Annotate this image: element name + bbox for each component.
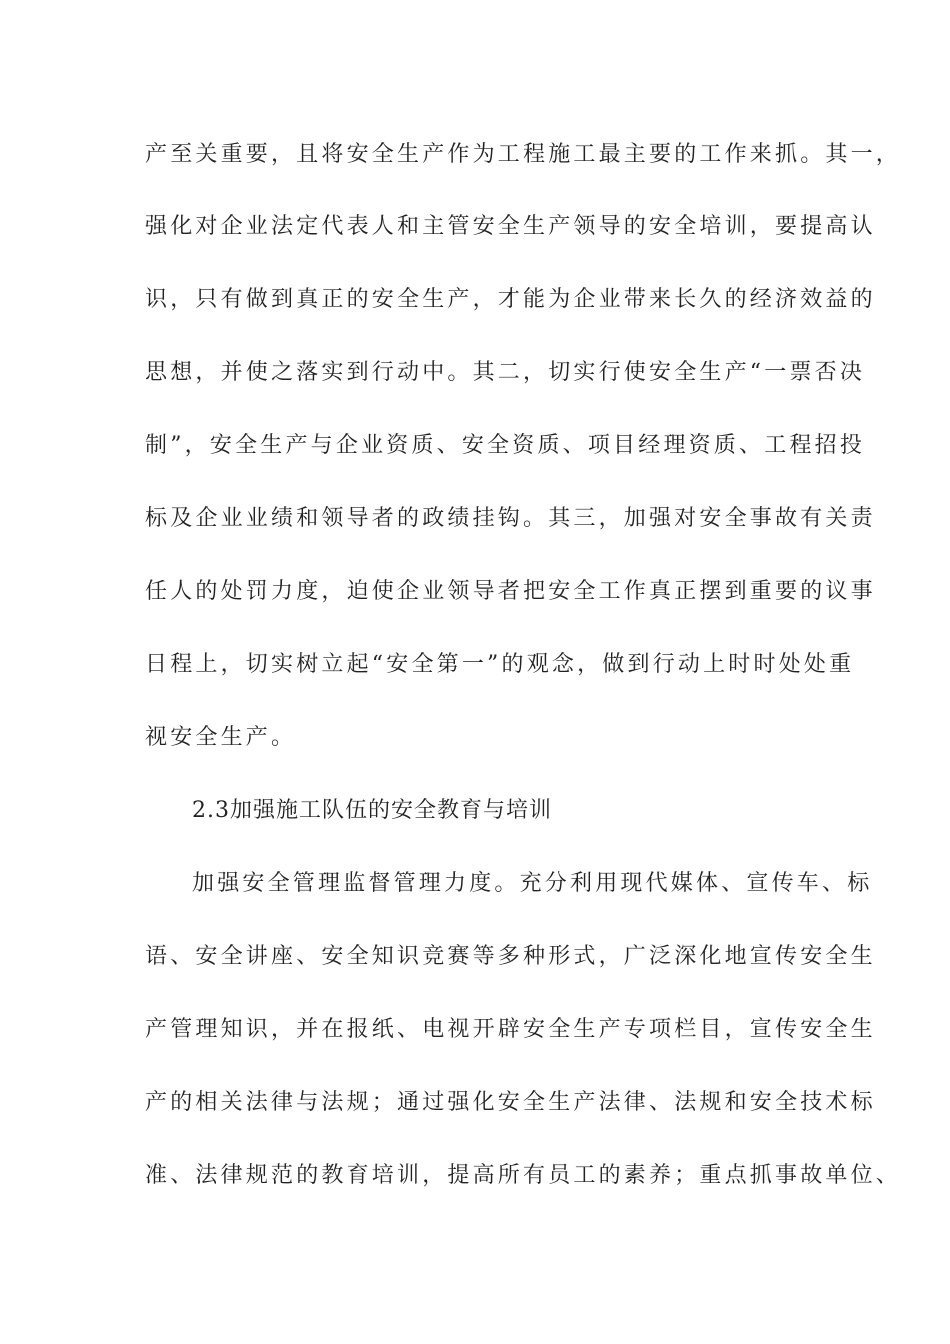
section-heading: 2.3加强施工队伍的安全教育与培训	[192, 798, 552, 823]
paragraph-line: 任人的处罚力度，迫使企业领导者把安全工作真正摆到重要的议事	[145, 579, 876, 604]
paragraph-line: 制”，安全生产与企业资质、安全资质、项目经理资质、工程招投	[145, 433, 866, 458]
paragraph-line: 标及企业业绩和领导者的政绩挂钩。其三，加强对安全事故有关责	[145, 506, 876, 531]
paragraph-line: 准、法律规范的教育培训，提高所有员工的素养；重点抓事故单位、	[145, 1163, 902, 1188]
paragraph-line: 产的相关法律与法规；通过强化安全生产法律、法规和安全技术标	[145, 1090, 876, 1115]
paragraph-line: 产至关重要，且将安全生产作为工程施工最主要的工作来抓。其一，	[145, 142, 902, 167]
paragraph-line: 日程上，切实树立起“安全第一”的观念，做到行动上时时处处重	[145, 652, 855, 677]
paragraph-line: 思想，并使之落实到行动中。其二，切实行使安全生产“一票否决	[145, 360, 866, 385]
paragraph-line: 识，只有做到真正的安全生产，才能为企业带来长久的经济效益的	[145, 287, 876, 312]
paragraph-line: 加强安全管理监督管理力度。充分利用现代媒体、宣传车、标	[192, 871, 873, 896]
paragraph-line: 语、安全讲座、安全知识竞赛等多种形式，广泛深化地宣传安全生	[145, 944, 876, 969]
paragraph-line: 视安全生产。	[145, 725, 297, 750]
paragraph-line: 产管理知识，并在报纸、电视开辟安全生产专项栏目，宣传安全生	[145, 1017, 876, 1042]
paragraph-line: 强化对企业法定代表人和主管安全生产领导的安全培训，要提高认	[145, 214, 876, 239]
